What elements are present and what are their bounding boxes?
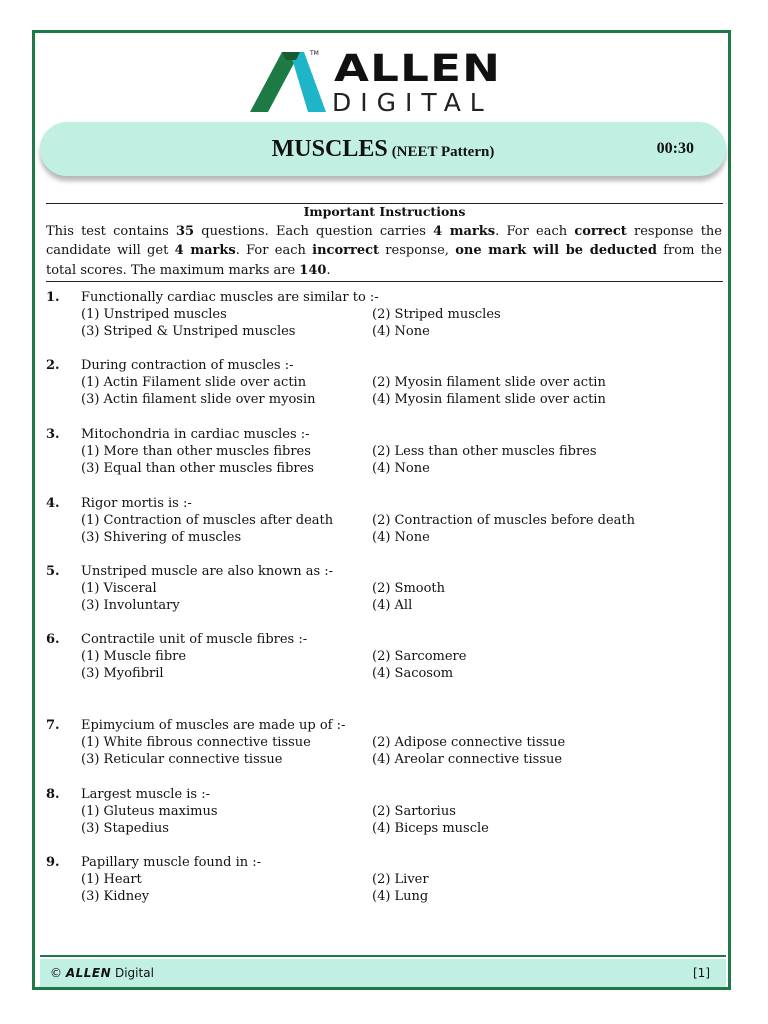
option-4: (4) Lung (372, 889, 429, 904)
logo-trademark: TM (310, 50, 319, 57)
test-pattern: (NEET Pattern) (391, 144, 495, 160)
option-1: (1) Muscle fibre (81, 649, 187, 664)
question-number: 2. (46, 358, 60, 373)
option-4: (4) All (372, 598, 413, 613)
instructions-title: Important Instructions (303, 204, 466, 219)
option-4: (4) Sacosom (372, 666, 454, 681)
option-3: (3) Equal than other muscles fibres (81, 461, 314, 476)
question-text: Largest muscle is :- (81, 787, 211, 802)
footer-brand-suffix: Digital (114, 966, 154, 980)
option-4: (4) Myosin filament slide over actin (372, 392, 606, 407)
option-1: (1) Unstriped muscles (81, 307, 227, 322)
test-name: MUSCLES (271, 136, 388, 162)
question-number: 9. (46, 855, 60, 870)
question-text: Unstriped muscle are also known as :- (81, 564, 334, 579)
question-number: 7. (46, 718, 60, 733)
logo-mark-icon (250, 50, 330, 116)
option-3: (3) Shivering of muscles (81, 530, 242, 545)
option-3: (3) Striped & Unstriped muscles (81, 324, 296, 339)
option-1: (1) White fibrous connective tissue (81, 735, 311, 750)
option-3: (3) Reticular connective tissue (81, 752, 283, 767)
question-number: 4. (46, 496, 60, 511)
question-number: 8. (46, 787, 60, 802)
question-number: 3. (46, 427, 60, 442)
question-number: 1. (46, 290, 60, 305)
question-text: During contraction of muscles :- (81, 358, 294, 373)
option-3: (3) Involuntary (81, 598, 180, 613)
question-text: Contractile unit of muscle fibres :- (81, 632, 308, 647)
option-4: (4) None (372, 461, 430, 476)
divider (46, 281, 723, 282)
option-4: (4) Biceps muscle (372, 821, 489, 836)
question-text: Papillary muscle found in :- (81, 855, 262, 870)
question-number: 6. (46, 632, 60, 647)
footer-brand: ALLEN (65, 966, 112, 980)
option-3: (3) Myofibril (81, 666, 164, 681)
option-4: (4) Areolar connective tissue (372, 752, 563, 767)
question-number: 5. (46, 564, 60, 579)
option-2: (2) Contraction of muscles before death (372, 513, 636, 528)
option-2: (2) Less than other muscles fibres (372, 444, 597, 459)
logo-wordmark: ALLEN (334, 47, 502, 90)
option-1: (1) Actin Filament slide over actin (81, 375, 307, 390)
question-text: Rigor mortis is :- (81, 496, 192, 511)
option-2: (2) Liver (372, 872, 429, 887)
test-title-banner (40, 122, 726, 176)
option-1: (1) Visceral (81, 581, 157, 596)
option-3: (3) Actin filament slide over myosin (81, 392, 316, 407)
option-1: (1) Contraction of muscles after death (81, 513, 334, 528)
option-2: (2) Adipose connective tissue (372, 735, 566, 750)
instructions-body: This test contains 35 questions. Each question carries 4 marks. For each correct response the candidate will get 4 marks. For each incorrect response, one mark will be deducted from the total scores. The maximum marks are 140. (46, 224, 722, 278)
option-1: (1) More than other muscles fibres (81, 444, 311, 459)
page-number: [1] (693, 966, 710, 980)
page-footer (40, 959, 726, 987)
logo-subtitle: DIGITAL (332, 88, 493, 117)
copyright-symbol: © (50, 966, 62, 980)
test-title (40, 122, 726, 179)
footer-divider (40, 955, 726, 957)
option-2: (2) Sarcomere (372, 649, 467, 664)
question-text: Mitochondria in cardiac muscles :- (81, 427, 310, 442)
option-4: (4) None (372, 530, 430, 545)
question-text: Epimycium of muscles are made up of :- (81, 718, 346, 733)
option-4: (4) None (372, 324, 430, 339)
option-2: (2) Smooth (372, 581, 446, 596)
option-2: (2) Myosin filament slide over actin (372, 375, 606, 390)
option-2: (2) Striped muscles (372, 307, 501, 322)
option-3: (3) Kidney (81, 889, 150, 904)
footer-copyright (50, 959, 154, 987)
option-3: (3) Stapedius (81, 821, 169, 836)
test-duration: 00:30 (656, 140, 694, 157)
option-1: (1) Gluteus maximus (81, 804, 218, 819)
option-2: (2) Sartorius (372, 804, 456, 819)
question-text: Functionally cardiac muscles are similar to :- (81, 290, 379, 305)
option-1: (1) Heart (81, 872, 142, 887)
